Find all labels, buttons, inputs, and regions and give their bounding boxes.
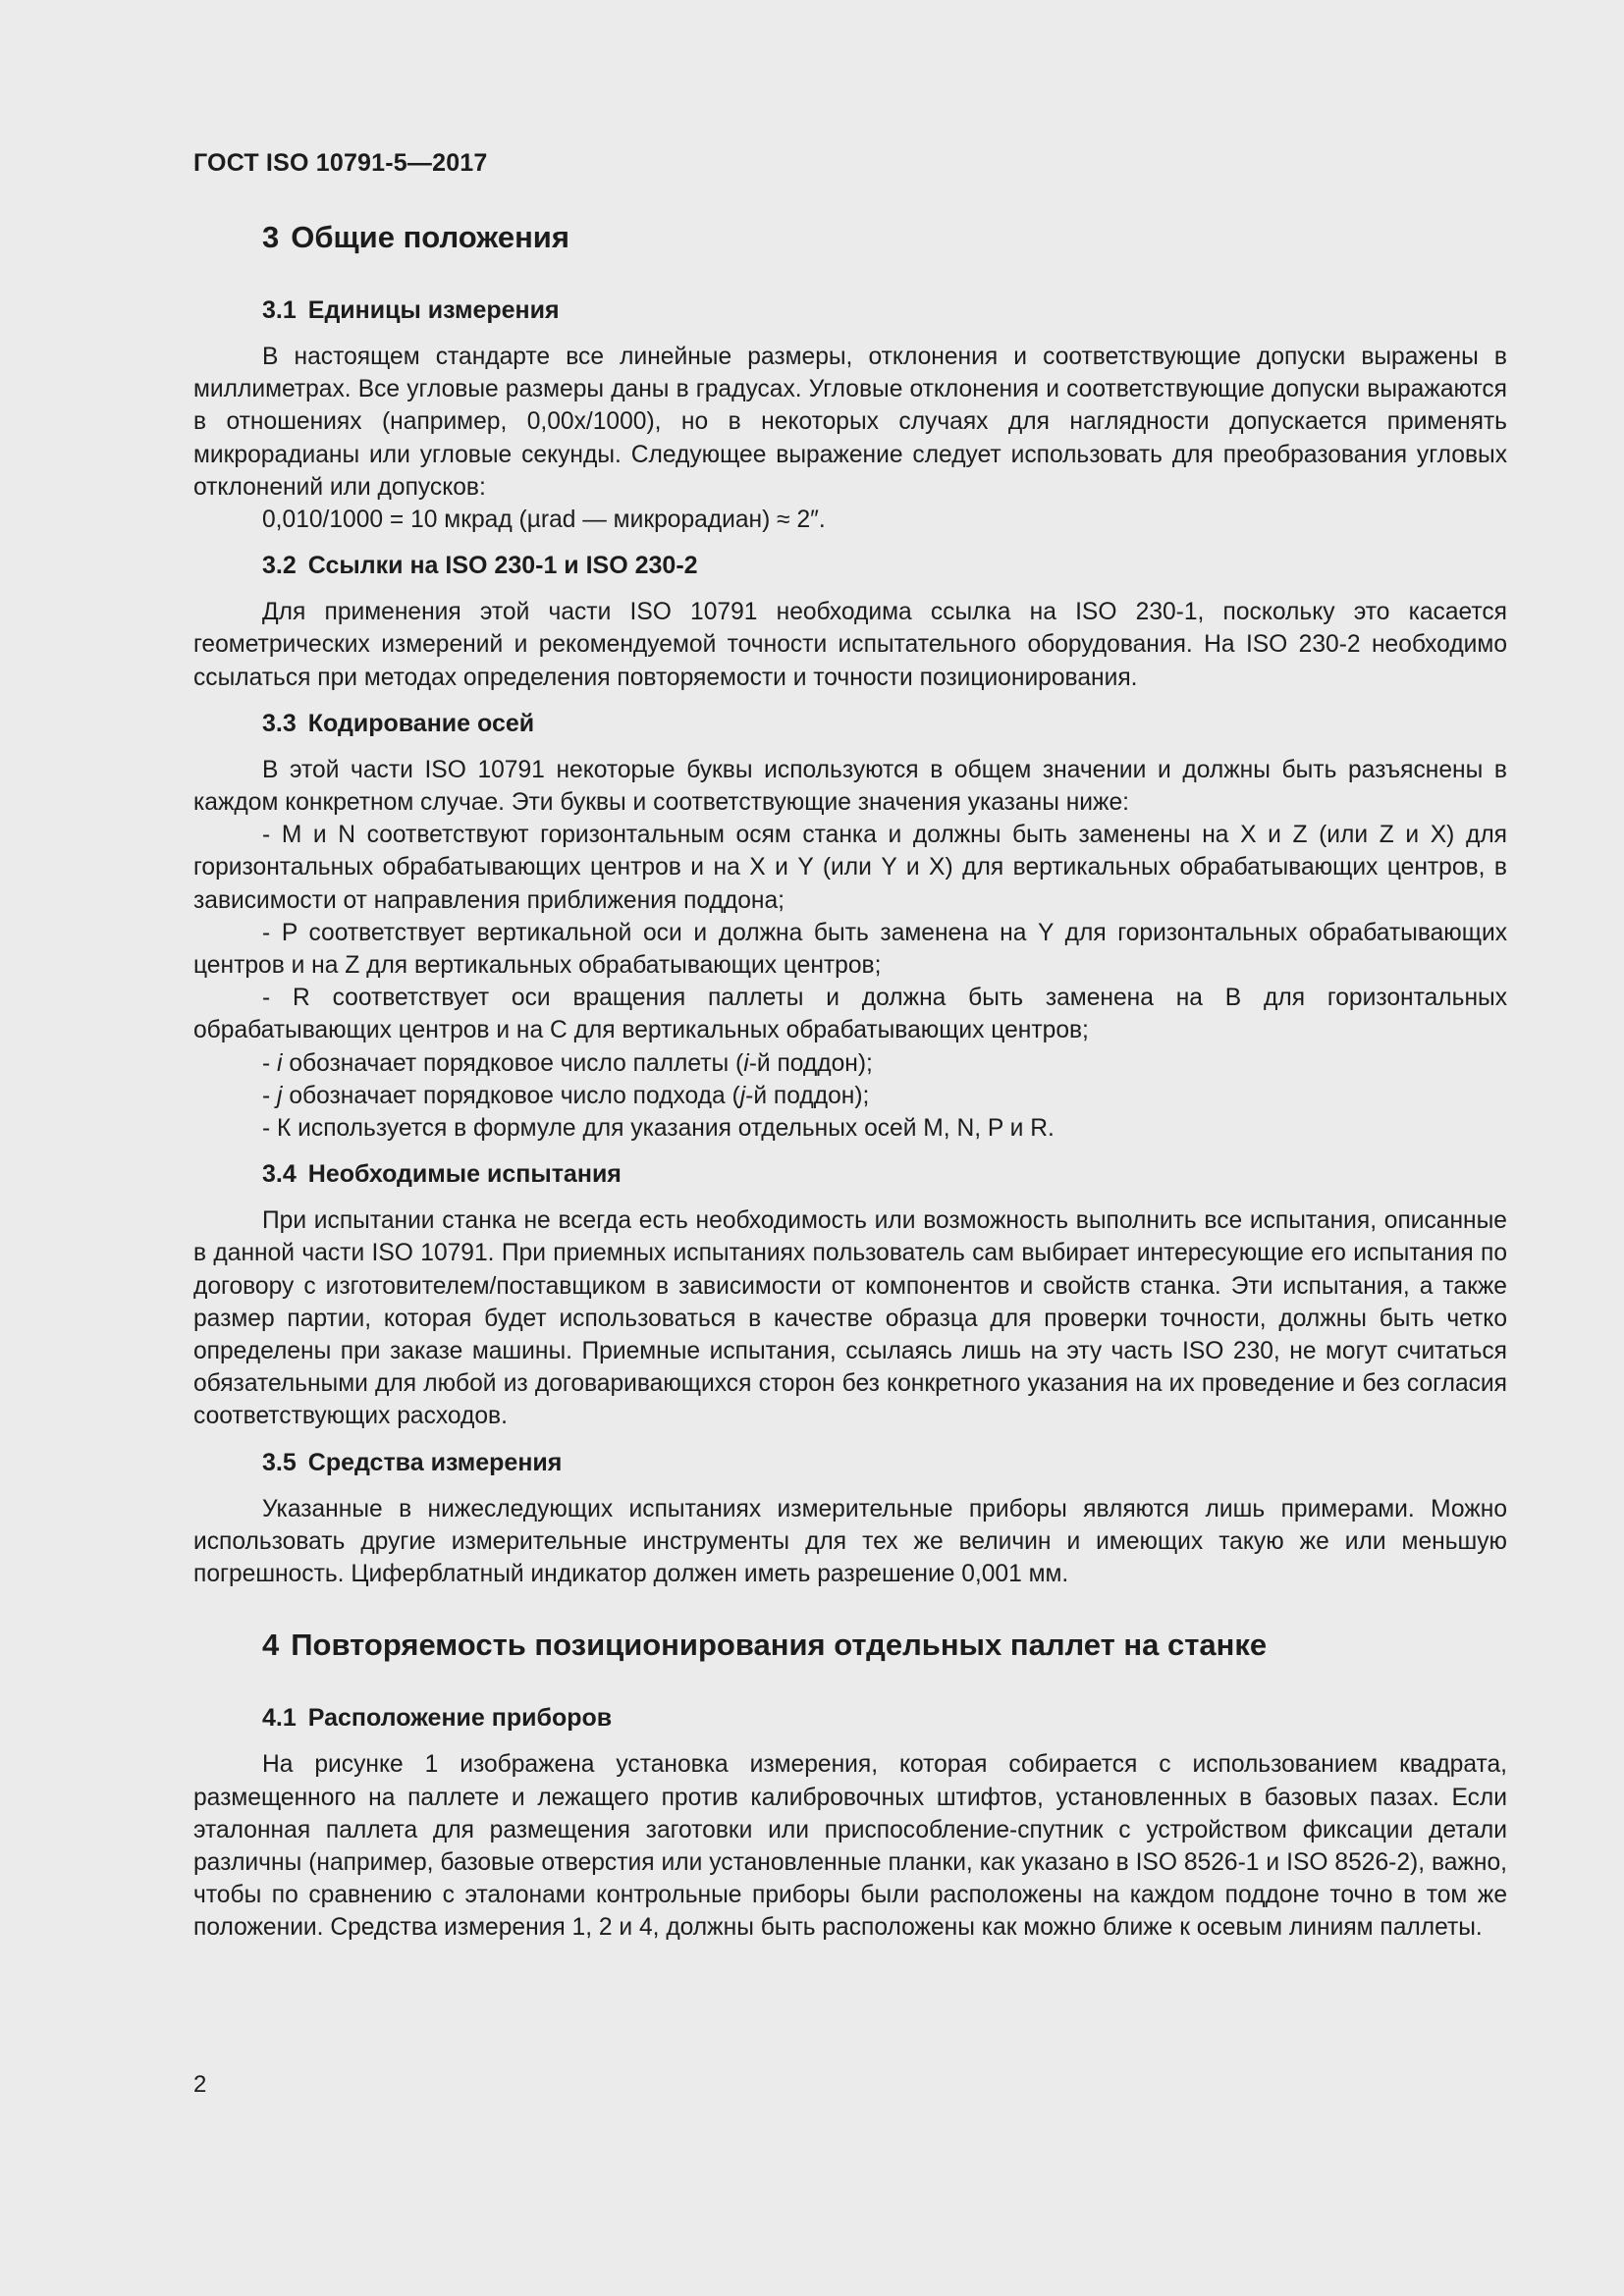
subsection-3-3-number: 3.3 [262, 709, 297, 737]
subsection-3-4-number: 3.4 [262, 1160, 297, 1189]
subsection-4-1-title: Расположение приборов [307, 1704, 613, 1733]
subsection-3-5-number: 3.5 [262, 1448, 297, 1476]
section-3-title: Общие положения [291, 220, 569, 254]
subsection-3-2-title: Ссылки на ISO 230-1 и ISO 230-2 [307, 552, 698, 580]
subsection-3-5-heading [262, 1447, 1507, 1479]
paragraph-4-1-setup: На рисунке 1 изображена установка измерения, которая собирается с использованием квадрата, размещенного на паллете и лежащего против калибровочных штифтов, установленных в базовых пазах. Если эталонная паллета для размещения заготовки или приспособление-спутник с устройством фиксации детали различны (например, базовые отверстия или установленные планки, как указано в ISO 8526-1 и ISO 8526-2), важно, чтобы по сравнению с эталонами контрольные приборы были расположены на каждом поддоне точно в том же положении. Средства измерения 1, 2 и 4, должны быть расположены как можно ближе к осевым линиям паллеты. [193, 1751, 1507, 1942]
paragraph-3-4-tests: При испытании станка не всегда есть необходимость или возможность выполнить все испытания, описанные в данной части ISO 10791. При приемных испытаниях пользователь сам выбирает интересующие его испытания по договору с изготовителем/поставщиком в зависимости от компонентов и свойств станка. Эти испытания, а также размер партии, которая будет использоваться в качестве образца для проверки точности, должны быть четко определены при заказе машины. Приемные испытания, ссылаясь лишь на эту часть ISO 230, не могут считаться обязательными для любой из договаривающихся сторон без конкретного указания на их проведение и без согласия соответствующих расходов. [193, 1207, 1507, 1430]
section-4-heading [262, 1626, 1507, 1665]
document-body [193, 218, 1507, 1945]
page-number: 2 [193, 2071, 207, 2098]
section-4-number: 4 [262, 1628, 280, 1663]
subsection-3-2-heading [262, 550, 1507, 582]
list-item-index-i: - i обозначает порядковое число паллеты (i-й поддон); [262, 1049, 873, 1077]
list-item-axes-m-n: - М и N соответствуют горизонтальным осям станка и должны быть заменены на X и Z (или Z и X) для горизонтальных обрабатывающих центров и на X и Y (или Y и X) для вертикальных обрабатывающих центров, в зависимости от направления приближения поддона; [193, 822, 1507, 914]
list-item-axis-r: - R соответствует оси вращения паллеты и должна быть заменена на В для горизонтальных обрабатывающих центров и на С для вертикальных обрабатывающих центров; [193, 985, 1507, 1044]
subsection-4-1-heading [262, 1702, 1507, 1735]
paragraph-3-1-units: В настоящем стандарте все линейные размеры, отклонения и соответствующие допуски выражены в миллиметрах. Все угловые размеры даны в градусах. Угловые отклонения и соответствующие допуски выражаются в отношениях (например, 0,00х/1000), но в некоторых случаях для наглядности допускается применять микрорадианы или угловые секунды. Следующее выражение следует использовать для преобразования угловых отклонений или допусков: [193, 344, 1507, 501]
subsection-3-1-title: Единицы измерения [307, 296, 560, 324]
paragraph-3-2-references: Для применения этой части ISO 10791 необходима ссылка на ISO 230-1, поскольку это касается геометрических измерений и рекомендуемой точности испытательного оборудования. На ISO 230-2 необходимо ссылаться при методах определения повторяемости и точности позиционирования. [193, 599, 1507, 691]
list-item-k-formula: - К используется в формуле для указания отдельных осей М, N, P и R. [262, 1115, 1055, 1143]
subsection-3-3-title: Кодирование осей [307, 709, 535, 737]
section-4-title: Повторяемость позиционирования отдельных паллет на станке [291, 1628, 1268, 1663]
paragraph-3-3-axes-intro: В этой части ISO 10791 некоторые буквы используются в общем значении и должны быть разъяснены в каждом конкретном случае. Эти буквы и соответствующие значения указаны ниже: [193, 756, 1507, 817]
formula-conversion: 0,010/1000 = 10 мкрад (µrad — микрорадиан) ≈ 2″. [262, 507, 826, 534]
subsection-3-4-heading [262, 1158, 1507, 1191]
list-item-axis-p: - P соответствует вертикальной оси и должна быть заменена на Y для горизонтальных обрабатывающих центров и на Z для вертикальных обрабатывающих центров; [193, 919, 1507, 980]
section-3-number: 3 [262, 220, 280, 254]
subsection-3-4-title: Необходимые испытания [307, 1160, 622, 1189]
subsection-3-1-heading [262, 294, 1507, 327]
document-id-header: ГОСТ ISO 10791-5—2017 [193, 149, 488, 177]
subsection-3-3-heading [262, 708, 1507, 740]
section-3-heading [262, 218, 1507, 257]
list-item-index-j: - j обозначает порядковое число подхода (j-й поддон); [262, 1082, 870, 1109]
paragraph-3-5-instruments: Указанные в нижеследующих испытаниях измерительные приборы являются лишь примерами. Можно использовать другие измерительные инструменты для тех же величин и имеющих такую же или меньшую погрешность. Циферблатный индикатор должен иметь разрешение 0,001 мм. [193, 1495, 1507, 1588]
subsection-3-2-number: 3.2 [262, 552, 297, 580]
subsection-3-5-title: Средства измерения [307, 1448, 563, 1476]
subsection-4-1-number: 4.1 [262, 1704, 297, 1733]
subsection-3-1-number: 3.1 [262, 296, 297, 324]
